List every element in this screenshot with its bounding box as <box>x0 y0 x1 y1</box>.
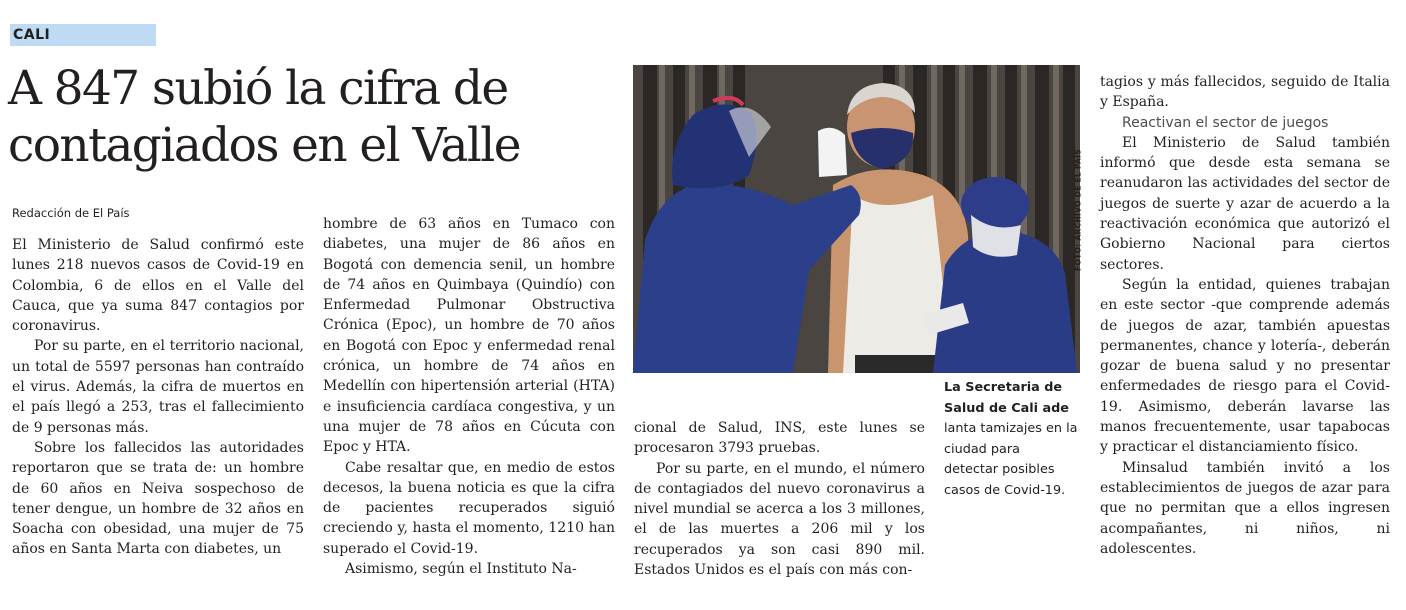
photo-illustration <box>633 65 1080 373</box>
paragraph: El Ministerio de Salud también informó que desde esta semana se reanudaron las actividades del sector de juegos de suerte y azar de acuerdo a la reactivación económica que autorizó el Gobierno Nacional para ciertos sectores. <box>1100 134 1390 273</box>
paragraph: Sobre los fallecidos las autoridades reportaron que se trata de: un hombre de 60 años en Neiva sospechoso de tener dengue, un hombre de 32 años en Soacha con obesidad, una mujer de 75 años en Santa Marta con diabetes, un <box>12 439 304 558</box>
subhead: Reactivan el sector de juegos <box>1122 114 1329 131</box>
headline: A 847 subió la cifra de contagiados en el Valle <box>8 61 520 173</box>
paragraph: Según la entidad, quienes trabajan en este sector -que comprende además de juegos de azar, también apuestas permanentes, chance y lotería-, deberán gozar de buena salud y no presentar enfermedades de riesgo para el Covid-19. Asimismo, deberán lavarse las manos frecuentemente, usar tapabocas y practicar el distanciamiento físico. <box>1100 276 1390 456</box>
paragraph: Minsalud también invitó a los establecimientos de juegos de azar para que no permitan que a ellos ingresen acompañantes, ni niños, ni adolescentes. <box>1100 459 1390 557</box>
article-column-1 <box>12 235 304 560</box>
article-column-3 <box>634 418 925 580</box>
article-column-2 <box>323 214 615 579</box>
news-photo <box>633 65 1080 373</box>
paragraph: Asimismo, según el Instituto Na- <box>345 561 577 578</box>
paragraph: hombre de 63 años en Tumaco con diabetes, una mujer de 86 años en Bogotá con demencia senil, un hombre de 74 años en Quimbaya (Quindío) con Enfermedad Pulmonar Obstructiva Crónica (Epoc), un hombre de 70 años en Bogotá con Epoc y enfermedad renal crónica, un hombre de 74 años en Medellín con hipertensión arterial (HTA) e insuficiencia cardíaca congestiva, y un una mujer de 78 años en Cúcuta con Epoc y HTA. <box>323 216 615 456</box>
section-tag: CALI <box>10 24 156 46</box>
article-column-4 <box>1100 72 1390 559</box>
paragraph: El Ministerio de Salud confirmó este lunes 218 nuevos casos de Covid-19 en Colombia, 6 de ellos en el Valle del Cauca, que ya suma 847 contagios por coronavirus. <box>12 237 304 335</box>
caption-text: lanta tamizajes en la ciudad para detectar posibles casos de Covid-19. <box>944 421 1078 498</box>
caption-lead: La Secretaria de Salud de Cali ade <box>944 380 1069 416</box>
paragraph: Por su parte, en el mundo, el número de contagiados del nuevo coronavirus a nivel mundial se acerca a los 3 millones, el de las muertes a 206 mil y los recuperados ya son casi 890 mil. Estados Unidos es el país con más con- <box>634 460 925 579</box>
paragraph: Cabe resaltar que, en medio de estos decesos, la buena noticia es que la cifra de pacientes recuperados siguió creciendo y, hasta el momento, 1210 han superado el Covid-19. <box>323 459 615 557</box>
paragraph: Por su parte, en el territorio nacional, un total de 5597 personas han contraído el virus. Además, la cifra de muertos en el país llegó a 253, tras el fallecimiento de 9 personas más. <box>12 338 304 436</box>
byline: Redacción de El País <box>12 206 130 220</box>
photo-caption <box>944 378 1078 501</box>
paragraph: cional de Salud, INS, este lunes se procesaron 3793 pruebas. <box>634 420 925 457</box>
photo-credit: FOTO: ARCHIVO DE EL PAÍS <box>1073 149 1083 271</box>
paragraph: tagios y más fallecidos, seguido de Italia y España. <box>1100 74 1390 111</box>
